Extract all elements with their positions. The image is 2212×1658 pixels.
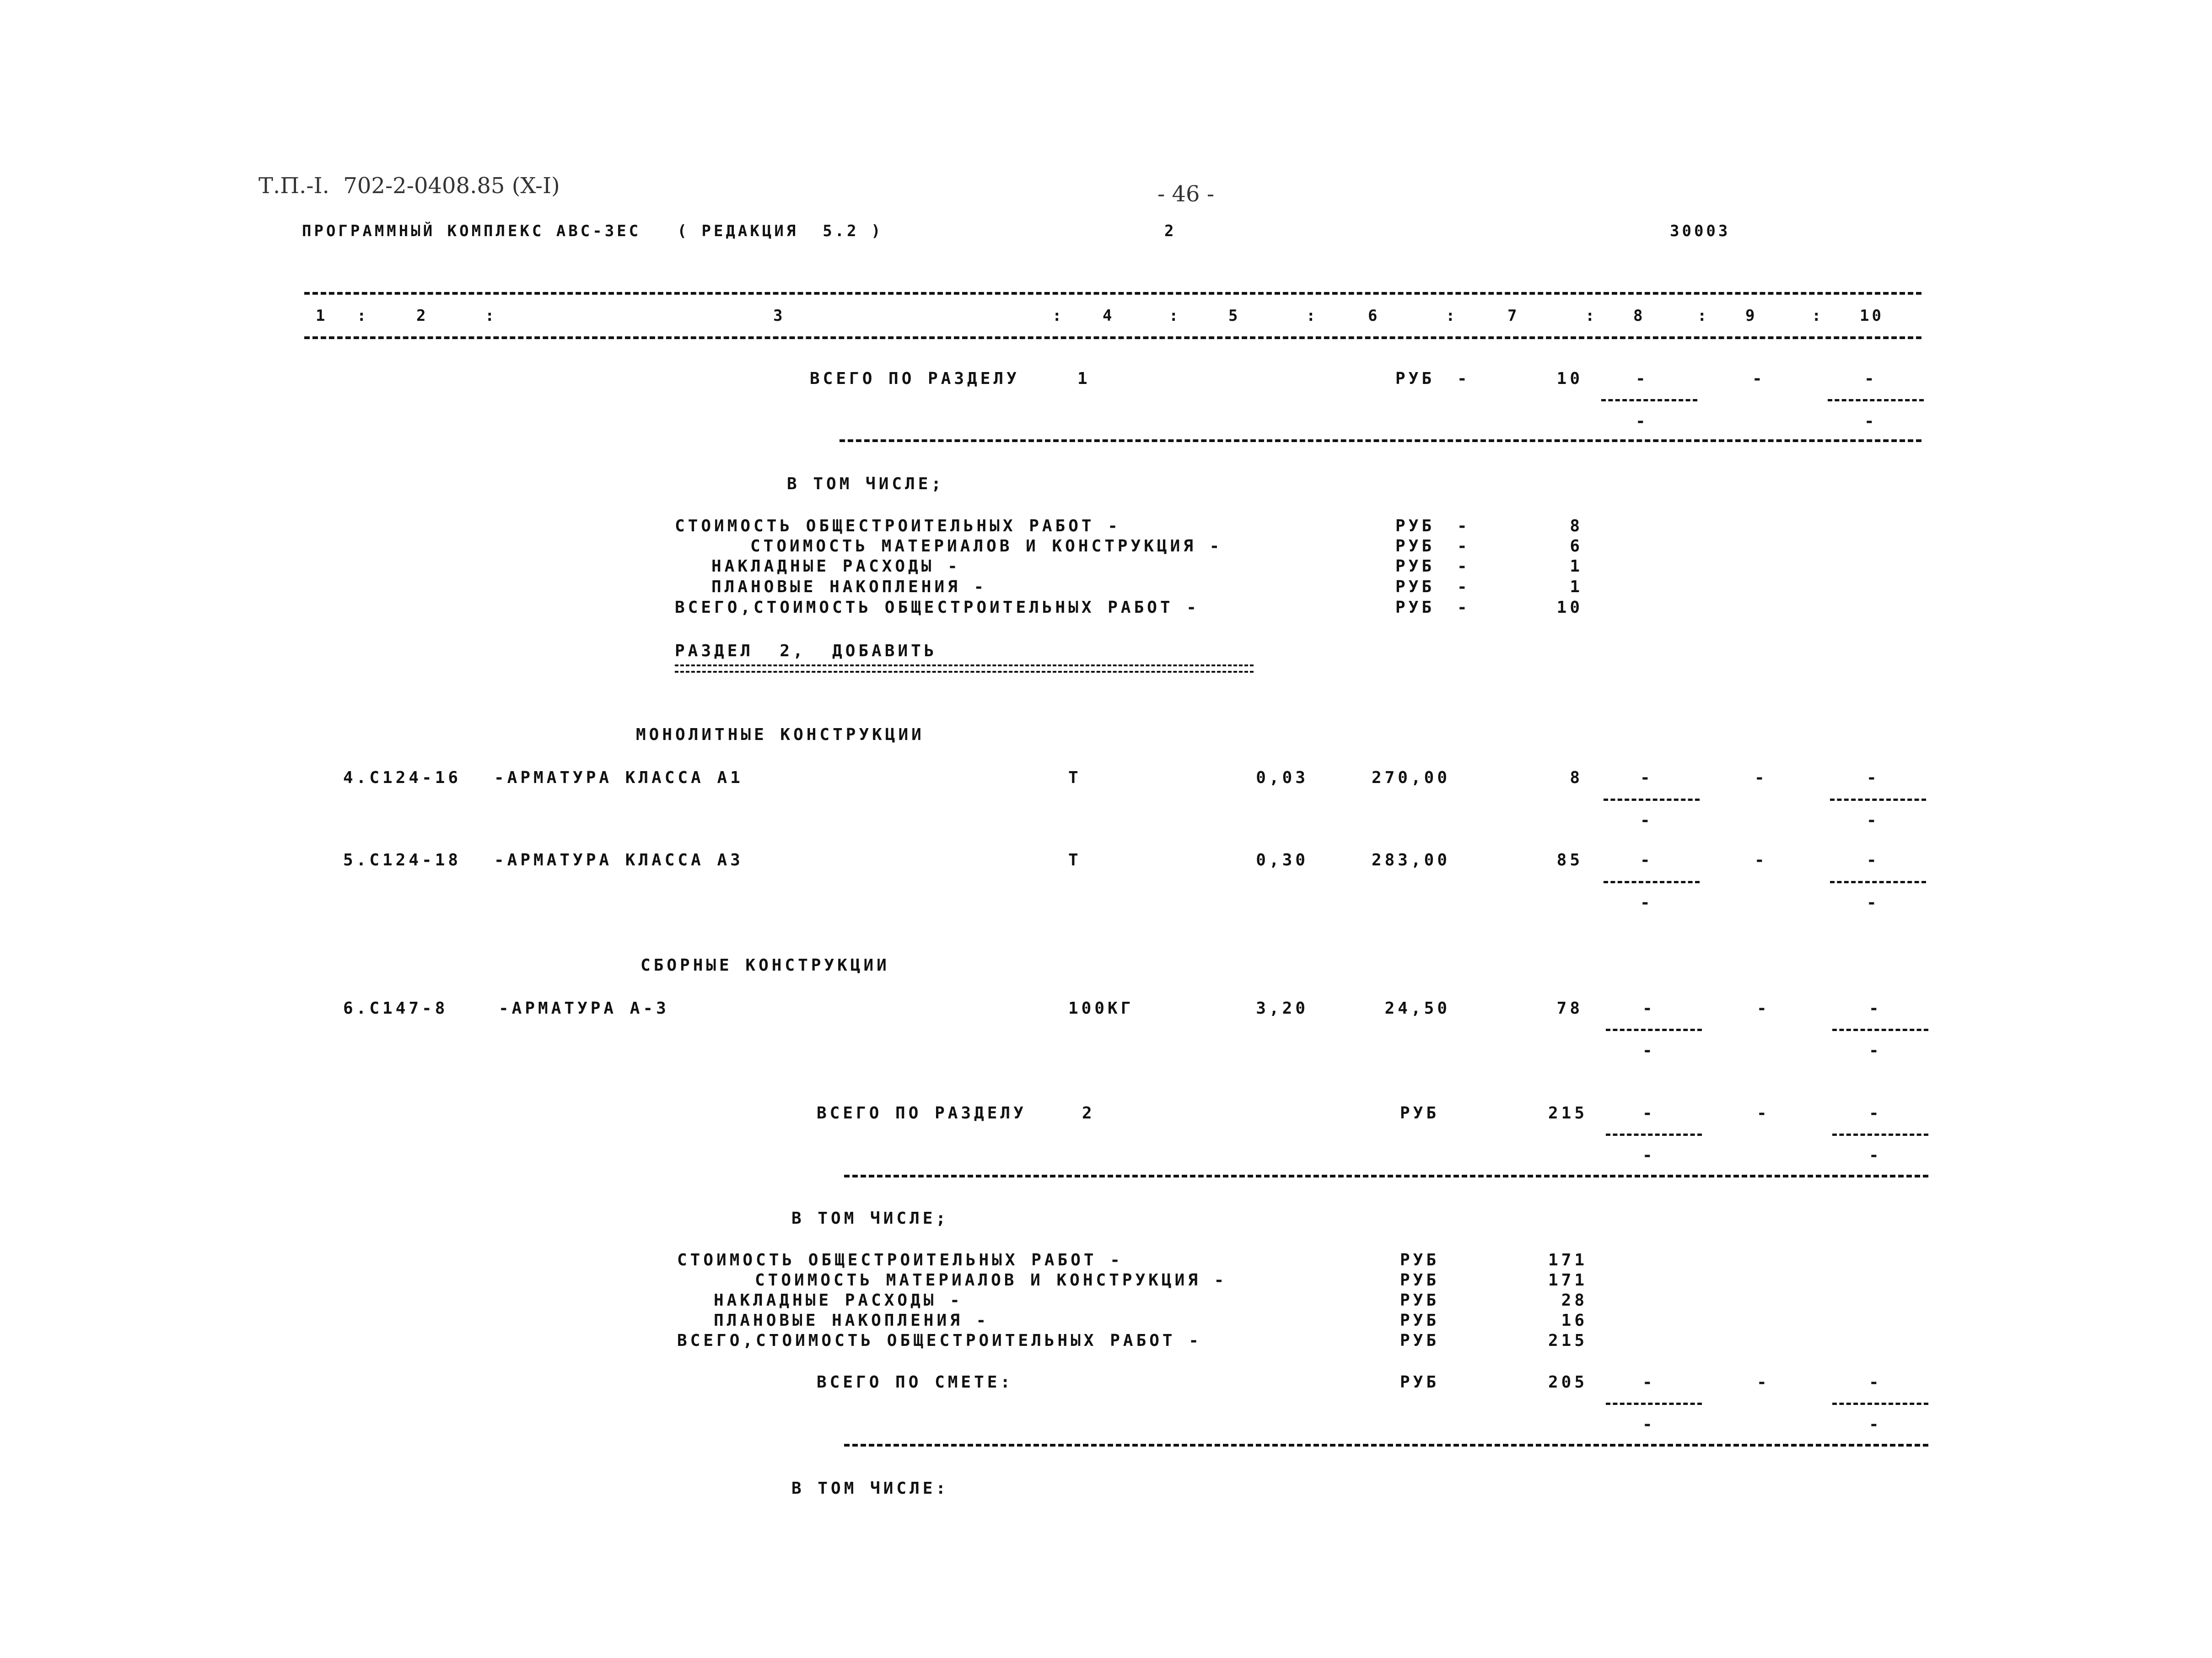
column-divider: : <box>1697 307 1710 325</box>
breakdown-value: 8 <box>1570 517 1583 535</box>
item-price: 270,00 <box>1371 768 1450 787</box>
col10-subvalue: - <box>1867 893 1880 912</box>
column-divider: : <box>357 307 369 325</box>
col9-value: - <box>1755 851 1768 870</box>
col10-underline <box>1832 1029 1928 1031</box>
column-divider: : <box>1306 307 1319 325</box>
breakdown-label: СТОИМОСТЬ МАТЕРИАЛОВ И КОНСТРУКЦИЯ - <box>755 1271 1227 1290</box>
col8-subvalue: - <box>1636 412 1649 431</box>
column-header-6: 6 <box>1368 307 1380 325</box>
header-bottom-rule <box>304 336 1921 339</box>
document-code: Т.П.-I. 702-2-0408.85 (X-I) <box>258 173 560 199</box>
breakdown-label: СТОИМОСТЬ ОБЩЕСТРОИТЕЛЬНЫХ РАБОТ - <box>677 1251 1123 1269</box>
item-name: -АРМАТУРА КЛАССА А1 <box>494 768 743 787</box>
col8-underline <box>1604 799 1700 801</box>
column-divider: : <box>1052 307 1065 325</box>
col9-value: - <box>1752 369 1765 388</box>
breakdown-unit: РУБ <box>1395 517 1435 535</box>
col8-underline <box>1606 1134 1702 1136</box>
col10-subvalue: - <box>1864 412 1878 431</box>
column-header-2: 2 <box>416 307 429 325</box>
program-title: ПРОГРАММНЫЙ КОМПЛЕКС АВС-3ЕС ( РЕДАКЦИЯ 5.2 ) <box>302 222 883 240</box>
item-number: 4.С124-16 <box>343 768 462 787</box>
section1-total-rule <box>840 439 1921 442</box>
breakdown-value: 28 <box>1561 1291 1588 1310</box>
col10-subvalue: - <box>1869 1415 1882 1434</box>
breakdown-unit: РУБ <box>1395 598 1435 617</box>
item-quantity: 0,30 <box>1256 851 1308 870</box>
sheet-number: 2 <box>1164 222 1177 240</box>
breakdown-label: СТОИМОСТЬ МАТЕРИАЛОВ И КОНСТРУКЦИЯ - <box>750 537 1223 556</box>
col8-value: - <box>1642 999 1656 1018</box>
breakdown-heading: В ТОМ ЧИСЛЕ: <box>791 1479 949 1498</box>
total-unit: РУБ <box>1400 1104 1440 1123</box>
column-divider: : <box>485 307 497 325</box>
breakdown-value: 215 <box>1548 1331 1588 1350</box>
col8-underline <box>1604 881 1700 883</box>
item-total: 85 <box>1556 851 1583 870</box>
column-header-4: 4 <box>1103 307 1115 325</box>
breakdown-value: 171 <box>1548 1251 1588 1269</box>
col8-value: - <box>1642 1104 1656 1123</box>
item-unit: Т <box>1068 851 1082 870</box>
col10-underline <box>1832 1134 1928 1136</box>
col10-value: - <box>1869 999 1882 1018</box>
section2-total-rule <box>844 1175 1928 1177</box>
header-top-rule <box>304 292 1921 295</box>
breakdown-dash: - <box>1457 517 1470 535</box>
col8-subvalue: - <box>1642 1041 1656 1060</box>
col10-underline <box>1828 399 1924 401</box>
estimate-total-value: 205 <box>1548 1373 1588 1392</box>
section2-title: РАЗДЕЛ 2, ДОБАВИТЬ <box>675 642 937 660</box>
breakdown-unit: РУБ <box>1395 557 1435 576</box>
item-name: -АРМАТУРА КЛАССА А3 <box>494 851 743 870</box>
total-section-number: 1 <box>1077 369 1091 388</box>
col8-value: - <box>1640 768 1653 787</box>
total-dash: - <box>1457 369 1470 388</box>
column-header-3: 3 <box>773 307 786 325</box>
breakdown-label: ВСЕГО,СТОИМОСТЬ ОБЩЕСТРОИТЕЛЬНЫХ РАБОТ - <box>675 598 1200 617</box>
col10-value: - <box>1869 1104 1882 1123</box>
breakdown-value: 1 <box>1570 578 1583 596</box>
col8-value: - <box>1642 1373 1656 1392</box>
col10-value: - <box>1867 768 1880 787</box>
breakdown-unit: РУБ <box>1395 578 1435 596</box>
breakdown-label: СТОИМОСТЬ ОБЩЕСТРОИТЕЛЬНЫХ РАБОТ - <box>675 517 1121 535</box>
col10-value: - <box>1867 851 1880 870</box>
col8-value: - <box>1636 369 1649 388</box>
group-title-monolithic: МОНОЛИТНЫЕ КОНСТРУКЦИИ <box>636 725 925 744</box>
col10-value: - <box>1864 369 1878 388</box>
breakdown-dash: - <box>1457 557 1470 576</box>
breakdown-unit: РУБ <box>1400 1251 1440 1269</box>
column-divider: : <box>1812 307 1824 325</box>
breakdown-unit: РУБ <box>1395 537 1435 556</box>
breakdown-unit: РУБ <box>1400 1311 1440 1330</box>
breakdown-dash: - <box>1457 537 1470 556</box>
col10-underline <box>1830 881 1926 883</box>
item-number: 5.С124-18 <box>343 851 462 870</box>
breakdown-label: НАКЛАДНЫЕ РАСХОДЫ - <box>714 1291 963 1310</box>
group-title-prefab: СБОРНЫЕ КОНСТРУКЦИИ <box>640 956 890 975</box>
column-header-1: 1 <box>316 307 328 325</box>
estimate-total-unit: РУБ <box>1400 1373 1440 1392</box>
col8-subvalue: - <box>1640 893 1653 912</box>
total-value: 10 <box>1556 369 1583 388</box>
column-header-10: 10 <box>1860 307 1884 325</box>
column-header-5: 5 <box>1228 307 1241 325</box>
item-quantity: 0,03 <box>1256 768 1308 787</box>
col10-underline <box>1830 799 1926 801</box>
col10-value: - <box>1869 1373 1882 1392</box>
col10-subvalue: - <box>1869 1041 1882 1060</box>
col8-subvalue: - <box>1642 1146 1656 1165</box>
page-number: - 46 - <box>1157 181 1215 207</box>
column-divider: : <box>1169 307 1181 325</box>
col8-subvalue: - <box>1640 811 1653 830</box>
item-name: -АРМАТУРА А-3 <box>499 999 669 1018</box>
breakdown-heading: В ТОМ ЧИСЛЕ; <box>791 1209 949 1228</box>
breakdown-value: 1 <box>1570 557 1583 576</box>
total-value: 215 <box>1548 1104 1588 1123</box>
col10-subvalue: - <box>1867 811 1880 830</box>
breakdown-label: ПЛАНОВЫЕ НАКОПЛЕНИЯ - <box>714 1311 990 1330</box>
column-header-8: 8 <box>1633 307 1646 325</box>
col9-value: - <box>1757 1373 1770 1392</box>
section2-double-rule <box>675 664 1254 673</box>
total-label: ВСЕГО ПО РАЗДЕЛУ <box>810 369 1020 388</box>
col8-subvalue: - <box>1642 1415 1656 1434</box>
breakdown-dash: - <box>1457 578 1470 596</box>
breakdown-label: НАКЛАДНЫЕ РАСХОДЫ - <box>711 557 961 576</box>
col8-underline <box>1601 399 1697 401</box>
breakdown-unit: РУБ <box>1400 1331 1440 1350</box>
column-header-7: 7 <box>1507 307 1520 325</box>
col9-value: - <box>1757 999 1770 1018</box>
breakdown-unit: РУБ <box>1400 1291 1440 1310</box>
item-unit: Т <box>1068 768 1082 787</box>
item-total: 8 <box>1570 768 1583 787</box>
column-divider: : <box>1446 307 1458 325</box>
estimate-total-label: ВСЕГО ПО СМЕТЕ: <box>817 1373 1014 1392</box>
col10-subvalue: - <box>1869 1146 1882 1165</box>
breakdown-label: ВСЕГО,СТОИМОСТЬ ОБЩЕСТРОИТЕЛЬНЫХ РАБОТ - <box>677 1331 1202 1350</box>
col8-underline <box>1606 1029 1702 1031</box>
item-price: 283,00 <box>1371 851 1450 870</box>
total-label: ВСЕГО ПО РАЗДЕЛУ <box>817 1104 1027 1123</box>
col8-value: - <box>1640 851 1653 870</box>
item-unit: 100КГ <box>1068 999 1134 1018</box>
breakdown-value: 171 <box>1548 1271 1588 1290</box>
item-total: 78 <box>1556 999 1583 1018</box>
col10-underline <box>1832 1403 1928 1405</box>
col9-value: - <box>1755 768 1768 787</box>
document-id: 30003 <box>1670 222 1731 240</box>
breakdown-value: 6 <box>1570 537 1583 556</box>
breakdown-value: 16 <box>1561 1311 1588 1330</box>
column-header-9: 9 <box>1745 307 1758 325</box>
item-price: 24,50 <box>1384 999 1450 1018</box>
total-section-number: 2 <box>1082 1104 1095 1123</box>
estimate-total-rule <box>844 1444 1928 1447</box>
breakdown-unit: РУБ <box>1400 1271 1440 1290</box>
item-number: 6.С147-8 <box>343 999 448 1018</box>
total-unit: РУБ <box>1395 369 1435 388</box>
breakdown-label: ПЛАНОВЫЕ НАКОПЛЕНИЯ - <box>711 578 987 596</box>
column-divider: : <box>1585 307 1598 325</box>
breakdown-value: 10 <box>1556 598 1583 617</box>
breakdown-dash: - <box>1457 598 1470 617</box>
col9-value: - <box>1757 1104 1770 1123</box>
item-quantity: 3,20 <box>1256 999 1308 1018</box>
breakdown-heading: В ТОМ ЧИСЛЕ; <box>787 475 945 493</box>
col8-underline <box>1606 1403 1702 1405</box>
